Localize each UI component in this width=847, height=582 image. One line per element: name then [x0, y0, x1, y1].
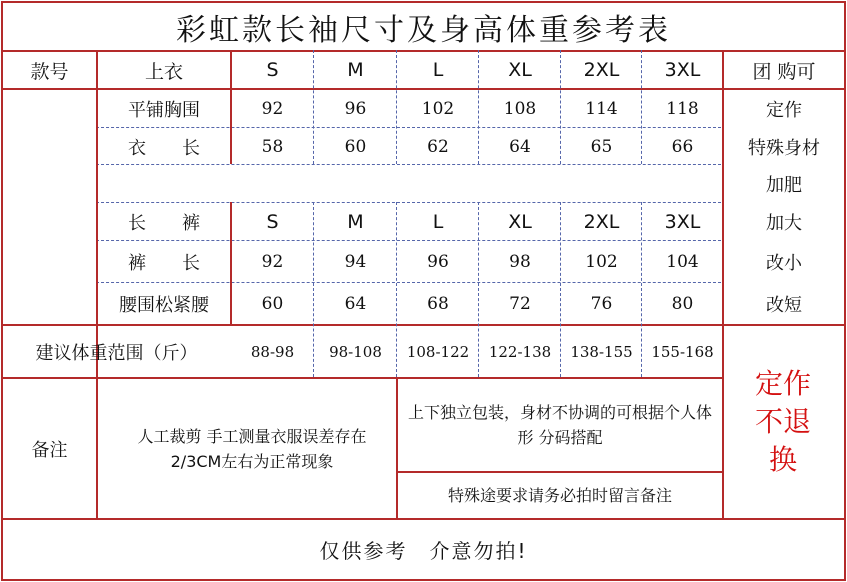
table-cell: 104 [666, 252, 699, 272]
custom-option: 改小 [766, 253, 802, 274]
custom-option: 特殊身材 [748, 137, 820, 159]
table-cell: 66 [671, 136, 694, 157]
size-header: 2XL [583, 211, 620, 233]
table-cell: 98 [509, 252, 531, 272]
table-cell: 60 [261, 294, 284, 314]
table-cell: 108 [503, 98, 537, 119]
weight-cell: 138-155 [570, 342, 633, 361]
size-header: XL [508, 211, 532, 233]
weight-cell: 98-108 [329, 342, 382, 361]
weight-label: 建议体重范围（斤） [35, 342, 198, 364]
table-cell: 65 [590, 136, 613, 157]
notes-right-top: 上下独立包装，身材不协调的可根据个人体形 分码搭配 [407, 403, 712, 447]
table-cell: 72 [509, 294, 531, 314]
size-header: XL [508, 59, 532, 81]
size-header: L [432, 211, 444, 233]
table-cell: 102 [585, 252, 618, 272]
notes-label: 备注 [31, 439, 68, 461]
table-cell: 68 [427, 294, 449, 314]
table-cell: 92 [261, 252, 284, 272]
custom-option: 定作 [766, 99, 802, 121]
table-cell: 94 [344, 252, 367, 272]
row-label: 腰围松紧腰 [119, 295, 209, 316]
row-label: 衣 长 [128, 137, 200, 159]
table-cell: 102 [421, 98, 455, 119]
custom-option: 加肥 [766, 175, 802, 196]
weight-cell: 122-138 [488, 342, 552, 361]
style-number-header: 款号 [30, 60, 69, 83]
table-cell: 64 [344, 294, 367, 314]
weight-cell: 88-98 [250, 342, 295, 361]
table-cell: 80 [671, 294, 694, 314]
weight-cell: 108-122 [406, 342, 470, 361]
row-label: 平铺胸围 [128, 99, 200, 121]
size-header: 2XL [583, 59, 620, 81]
weight-cell: 155-168 [651, 342, 714, 361]
group-buy-header: 团 购可 [752, 60, 816, 83]
table-cell: 58 [261, 136, 284, 157]
page-title: 彩虹款长袖尺寸及身高体重参考表 [176, 12, 671, 48]
notes-left: 人工裁剪 手工测量衣服误差存在2/3CM左右为正常现象 [137, 426, 367, 471]
footer-disclaimer: 仅供参考 介意勿拍! [319, 539, 528, 563]
custom-option: 加大 [766, 213, 802, 234]
top-header: 上衣 [144, 60, 183, 83]
table-cell: 96 [344, 98, 367, 119]
table-cell: 62 [427, 136, 449, 157]
no-return-notice: 定作不退换 [754, 367, 811, 476]
size-header: M [347, 59, 364, 81]
row-label: 裤 长 [128, 253, 200, 274]
pants-header: 长 裤 [128, 213, 200, 234]
size-header: 3XL [664, 59, 701, 81]
size-header: S [266, 59, 279, 81]
table-cell: 76 [590, 294, 613, 314]
size-header: S [266, 211, 279, 233]
size-header: M [347, 211, 364, 233]
table-cell: 64 [509, 136, 531, 157]
notes-right-bottom: 特殊途要求请务必拍时留言备注 [447, 486, 672, 505]
table-cell: 96 [427, 252, 449, 272]
custom-option: 改短 [766, 295, 802, 316]
size-header: L [432, 59, 444, 81]
table-cell: 92 [261, 98, 284, 119]
table-cell: 114 [585, 98, 618, 119]
table-cell: 60 [344, 136, 367, 157]
table-cell: 118 [666, 98, 699, 119]
size-header: 3XL [664, 211, 701, 233]
